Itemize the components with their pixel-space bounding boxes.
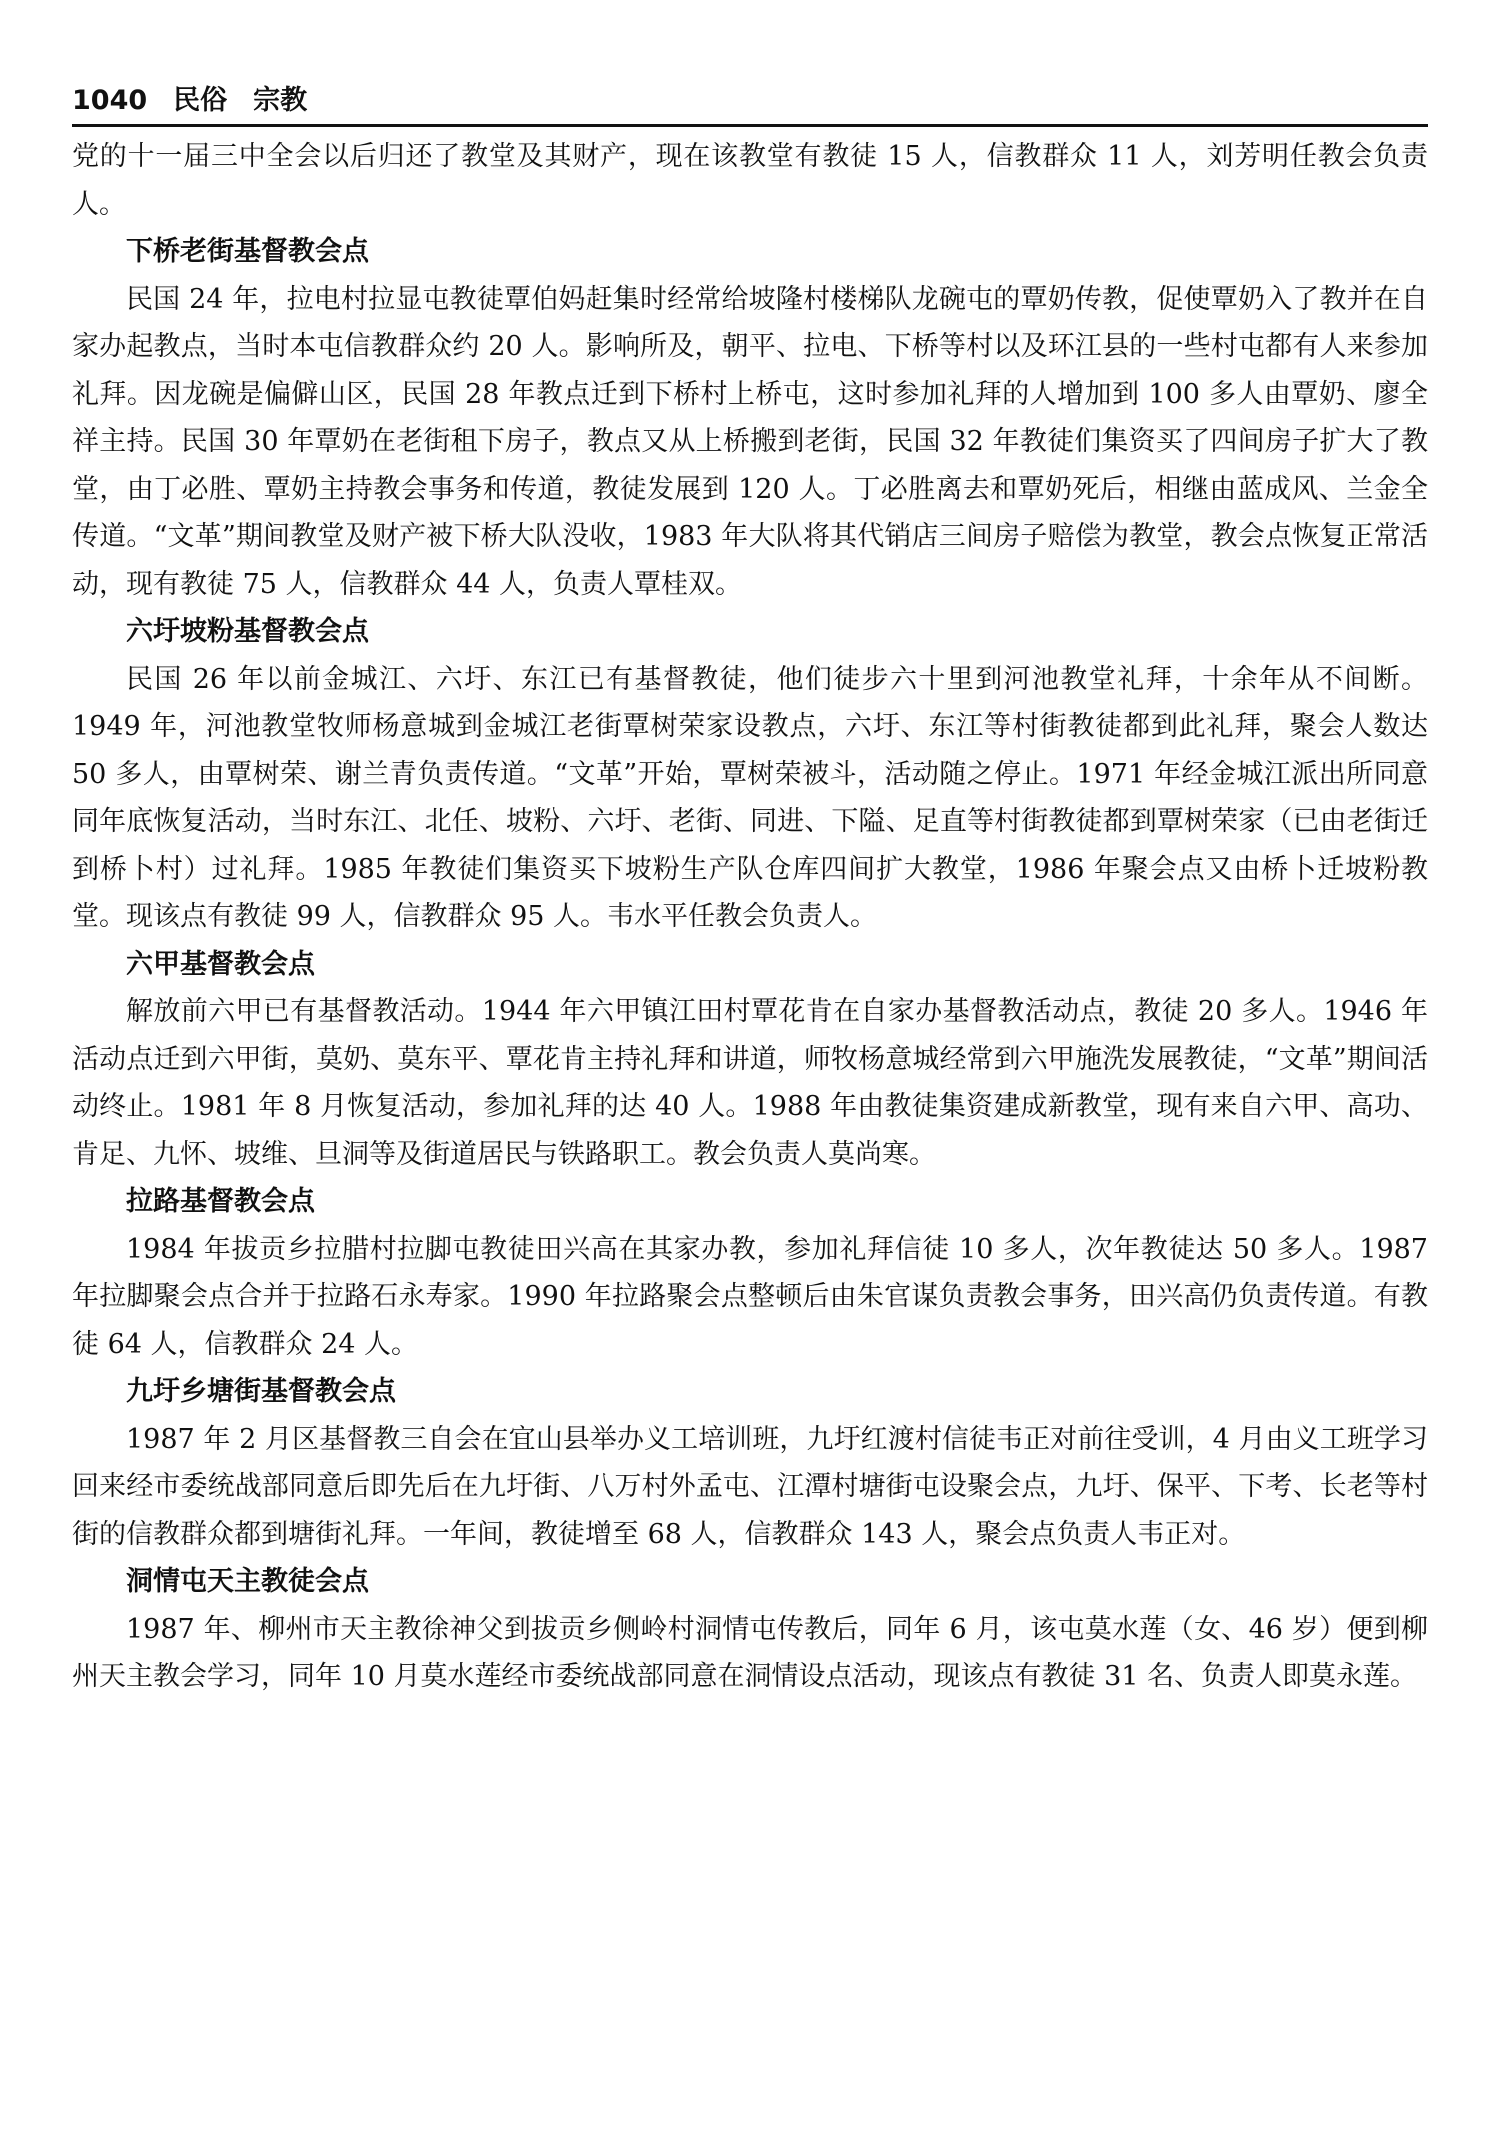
running-head [72, 78, 1428, 122]
section-heading: 六圩坡粉基督教会点 [126, 616, 369, 647]
paragraph: 民国 26 年以前金城江、六圩、东江已有基督教徒，他们徒步六十里到河池教堂礼拜，十余年从不间断。1949 年，河池教堂牧师杨意城到金城江老街覃树荣家设教点，六圩、东江等村街教徒都到此礼拜，聚会人数达 50 多人，由覃树荣、谢兰青负责传道。“文革”开始，覃树荣被斗，活动随之停止。1971 年经金城江派出所同意同年底恢复活动，当时东江、北任、坡粉、六圩、老街、同进、下隘、足直等村街教徒都到覃树荣家（已由老街迁到桥卜村）过礼拜。1985 年教徒们集资买下坡粉生产队仓库四间扩大教堂，1986 年聚会点又由桥卜迁坡粉教堂。现该点有教徒 99 人，信教群众 95 人。韦水平任教会负责人。 [72, 663, 1428, 932]
page-number: 1040 [72, 85, 148, 116]
section-heading: 下桥老街基督教会点 [126, 236, 369, 267]
paragraph: 党的十一届三中全会以后归还了教堂及其财产，现在该教堂有教徒 15 人，信教群众 11 人，刘芳明任教会负责人。 [72, 141, 1428, 220]
paragraph: 1987 年 2 月区基督教三自会在宜山县举办义工培训班，九圩红渡村信徒韦正对前往受训，4 月由义工班学习回来经市委统战部同意后即先后在九圩街、八万村外孟屯、江潭村塘街屯设聚会点，九圩、保平、下考、长老等村街的信教群众都到塘街礼拜。一年间，教徒增至 68 人，信教群众 143 人，聚会点负责人韦正对。 [72, 1423, 1428, 1550]
subsection-title: 宗教 [253, 85, 308, 116]
header-rule [72, 124, 1428, 127]
section-heading: 九圩乡塘街基督教会点 [126, 1376, 396, 1407]
book-page [72, 78, 1428, 1701]
paragraph: 民国 24 年，拉电村拉显屯教徒覃伯妈赶集时经常给坡隆村楼梯队龙碗屯的覃奶传教，促使覃奶入了教并在自家办起教点，当时本屯信教群众约 20 人。影响所及，朝平、拉电、下桥等村以及环江县的一些村屯都有人来参加礼拜。因龙碗是偏僻山区，民国 28 年教点迁到下桥村上桥屯，这时参加礼拜的人增加到 100 多人由覃奶、廖全祥主持。民国 30 年覃奶在老街租下房子，教点又从上桥搬到老街，民国 32 年教徒们集资买了四间房子扩大了教堂，由丁必胜、覃奶主持教会事务和传道，教徒发展到 120 人。丁必胜离去和覃奶死后，相继由蓝成风、兰金全传道。“文革”期间教堂及财产被下桥大队没收，1983 年大队将其代销店三间房子赔偿为教堂，教会点恢复正常活动，现有教徒 75 人，信教群众 44 人，负责人覃桂双。 [72, 283, 1428, 600]
body-text [72, 133, 1428, 1701]
paragraph: 解放前六甲已有基督教活动。1944 年六甲镇江田村覃花肯在自家办基督教活动点，教徒 20 多人。1946 年活动点迁到六甲街，莫奶、莫东平、覃花肯主持礼拜和讲道，师牧杨意城经常到六甲施洗发展教徒，“文革”期间活动终止。1981 年 8 月恢复活动，参加礼拜的达 40 人。1988 年由教徒集资建成新教堂，现有来自六甲、高功、肯足、九怀、坡维、旦洞等及街道居民与铁路职工。教会负责人莫尚寒。 [72, 996, 1428, 1170]
paragraph: 1984 年拔贡乡拉腊村拉脚屯教徒田兴高在其家办教，参加礼拜信徒 10 多人，次年教徒达 50 多人。1987 年拉脚聚会点合并于拉路石永寿家。1990 年拉路聚会点整顿后由朱官谋负责教会事务，田兴高仍负责传道。有教徒 64 人，信教群众 24 人。 [72, 1233, 1428, 1360]
section-heading: 六甲基督教会点 [126, 948, 315, 980]
section-heading: 拉路基督教会点 [126, 1186, 315, 1217]
section-title: 民俗 [173, 85, 228, 116]
paragraph: 1987 年、柳州市天主教徐神父到拔贡乡侧岭村洞情屯传教后，同年 6 月，该屯莫水莲（女、46 岁）便到柳州天主教会学习，同年 10 月莫水莲经市委统战部同意在洞情设点活动，现该点有教徒 31 名、负责人即莫永莲。 [72, 1613, 1428, 1692]
section-heading: 洞情屯天主教徒会点 [126, 1566, 369, 1597]
